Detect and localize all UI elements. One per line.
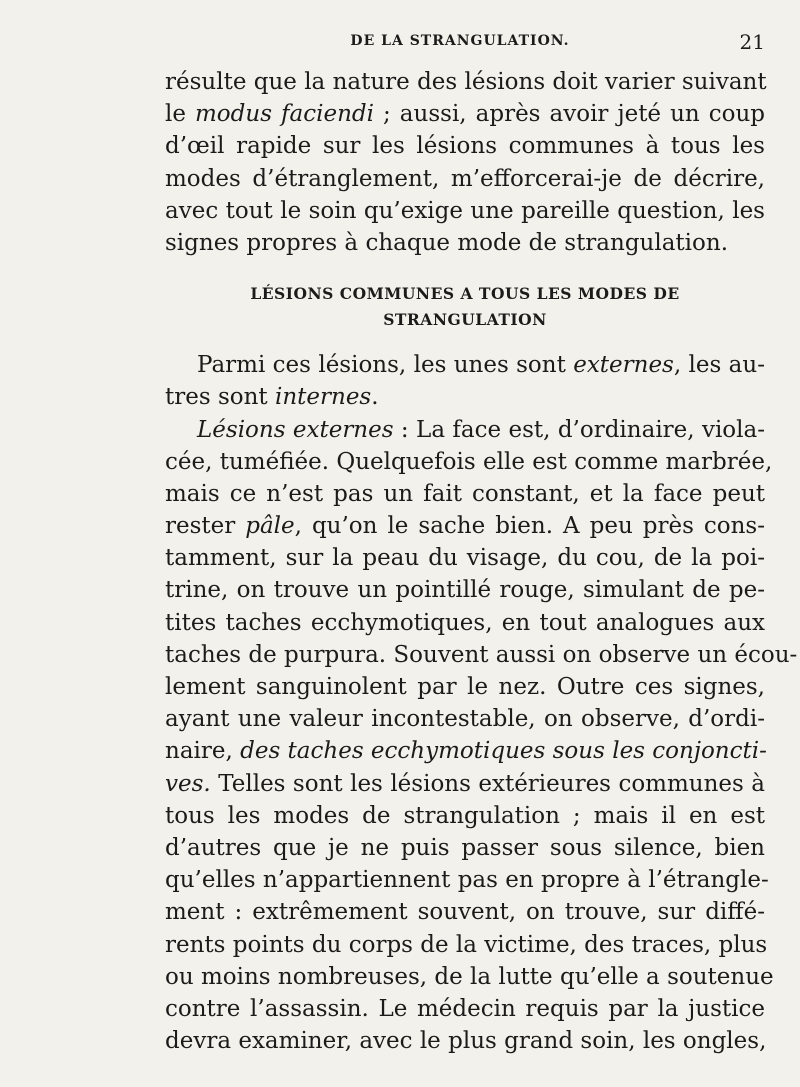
text-line: le modus faciendi ; aussi, après avoir jeté un coup xyxy=(165,101,765,128)
page-number: 21 xyxy=(739,30,765,54)
body-text xyxy=(165,66,798,1057)
text-line: avec tout le soin qu’exige une pareille question, les xyxy=(165,197,765,224)
text-line: rester pâle, qu’on le sache bien. A peu près cons- xyxy=(165,513,765,540)
text-line: modes d’étranglement, m’efforcerai-je de décrire, xyxy=(165,165,765,192)
text-line: mais ce n’est pas un fait constant, et la face peut xyxy=(165,480,765,507)
text-line: d’autres que je ne puis passer sous silence, bien xyxy=(165,834,765,861)
running-head-title: DE LA STRANGULATION. xyxy=(350,33,570,49)
text-line: contre l’assassin. Le médecin requis par la justice xyxy=(165,995,765,1022)
text-line: ou moins nombreuses, de la lutte qu’elle a soutenue xyxy=(165,963,774,990)
text-line: lement sanguinolent par le nez. Outre ces signes, xyxy=(165,674,765,700)
text-line: ves. Telles sont les lésions extérieures communes à xyxy=(165,770,765,797)
text-line: ayant une valeur incontestable, on observe, d’ordi- xyxy=(165,706,765,733)
text-line: taches de purpura. Souvent aussi on observe un écou- xyxy=(165,641,798,668)
text-line: trine, on trouve un pointillé rouge, simulant de pe- xyxy=(165,577,765,604)
section-heading-line-1: LÉSIONS COMMUNES A TOUS LES MODES DE xyxy=(250,284,680,304)
text-line: ment : extrêmement souvent, on trouve, sur diffé- xyxy=(165,899,765,926)
text-line: résulte que la nature des lésions doit varier suivant xyxy=(165,69,767,95)
text-line: tites taches ecchymotiques, en tout analogues aux xyxy=(165,609,765,636)
text-line: signes propres à chaque mode de strangulation. xyxy=(165,229,729,256)
text-line: Parmi ces lésions, les unes sont externes, les au- xyxy=(197,352,765,379)
text-line: Lésions externes : La face est, d’ordinaire, viola- xyxy=(197,416,765,443)
text-line: tous les modes de strangulation ; mais il en est xyxy=(165,802,765,829)
text-line: qu’elles n’appartiennent pas en propre à l’étrangle- xyxy=(165,867,769,894)
text-line: devra examiner, avec le plus grand soin, les ongles, xyxy=(165,1028,767,1055)
text-line: d’œil rapide sur les lésions communes à tous les xyxy=(165,133,765,160)
text-line: tamment, sur la peau du visage, du cou, de la poi- xyxy=(165,545,765,572)
running-head xyxy=(165,30,765,54)
text-line: cée, tuméfiée. Quelquefois elle est comme marbrée, xyxy=(165,448,773,475)
text-line: tres sont internes. xyxy=(165,384,379,411)
text-line: rents points du corps de la victime, des traces, plus xyxy=(165,931,768,958)
section-heading-line-2: STRANGULATION xyxy=(383,310,547,330)
text-line: naire, des taches ecchymotiques sous les conjoncti- xyxy=(165,738,767,765)
